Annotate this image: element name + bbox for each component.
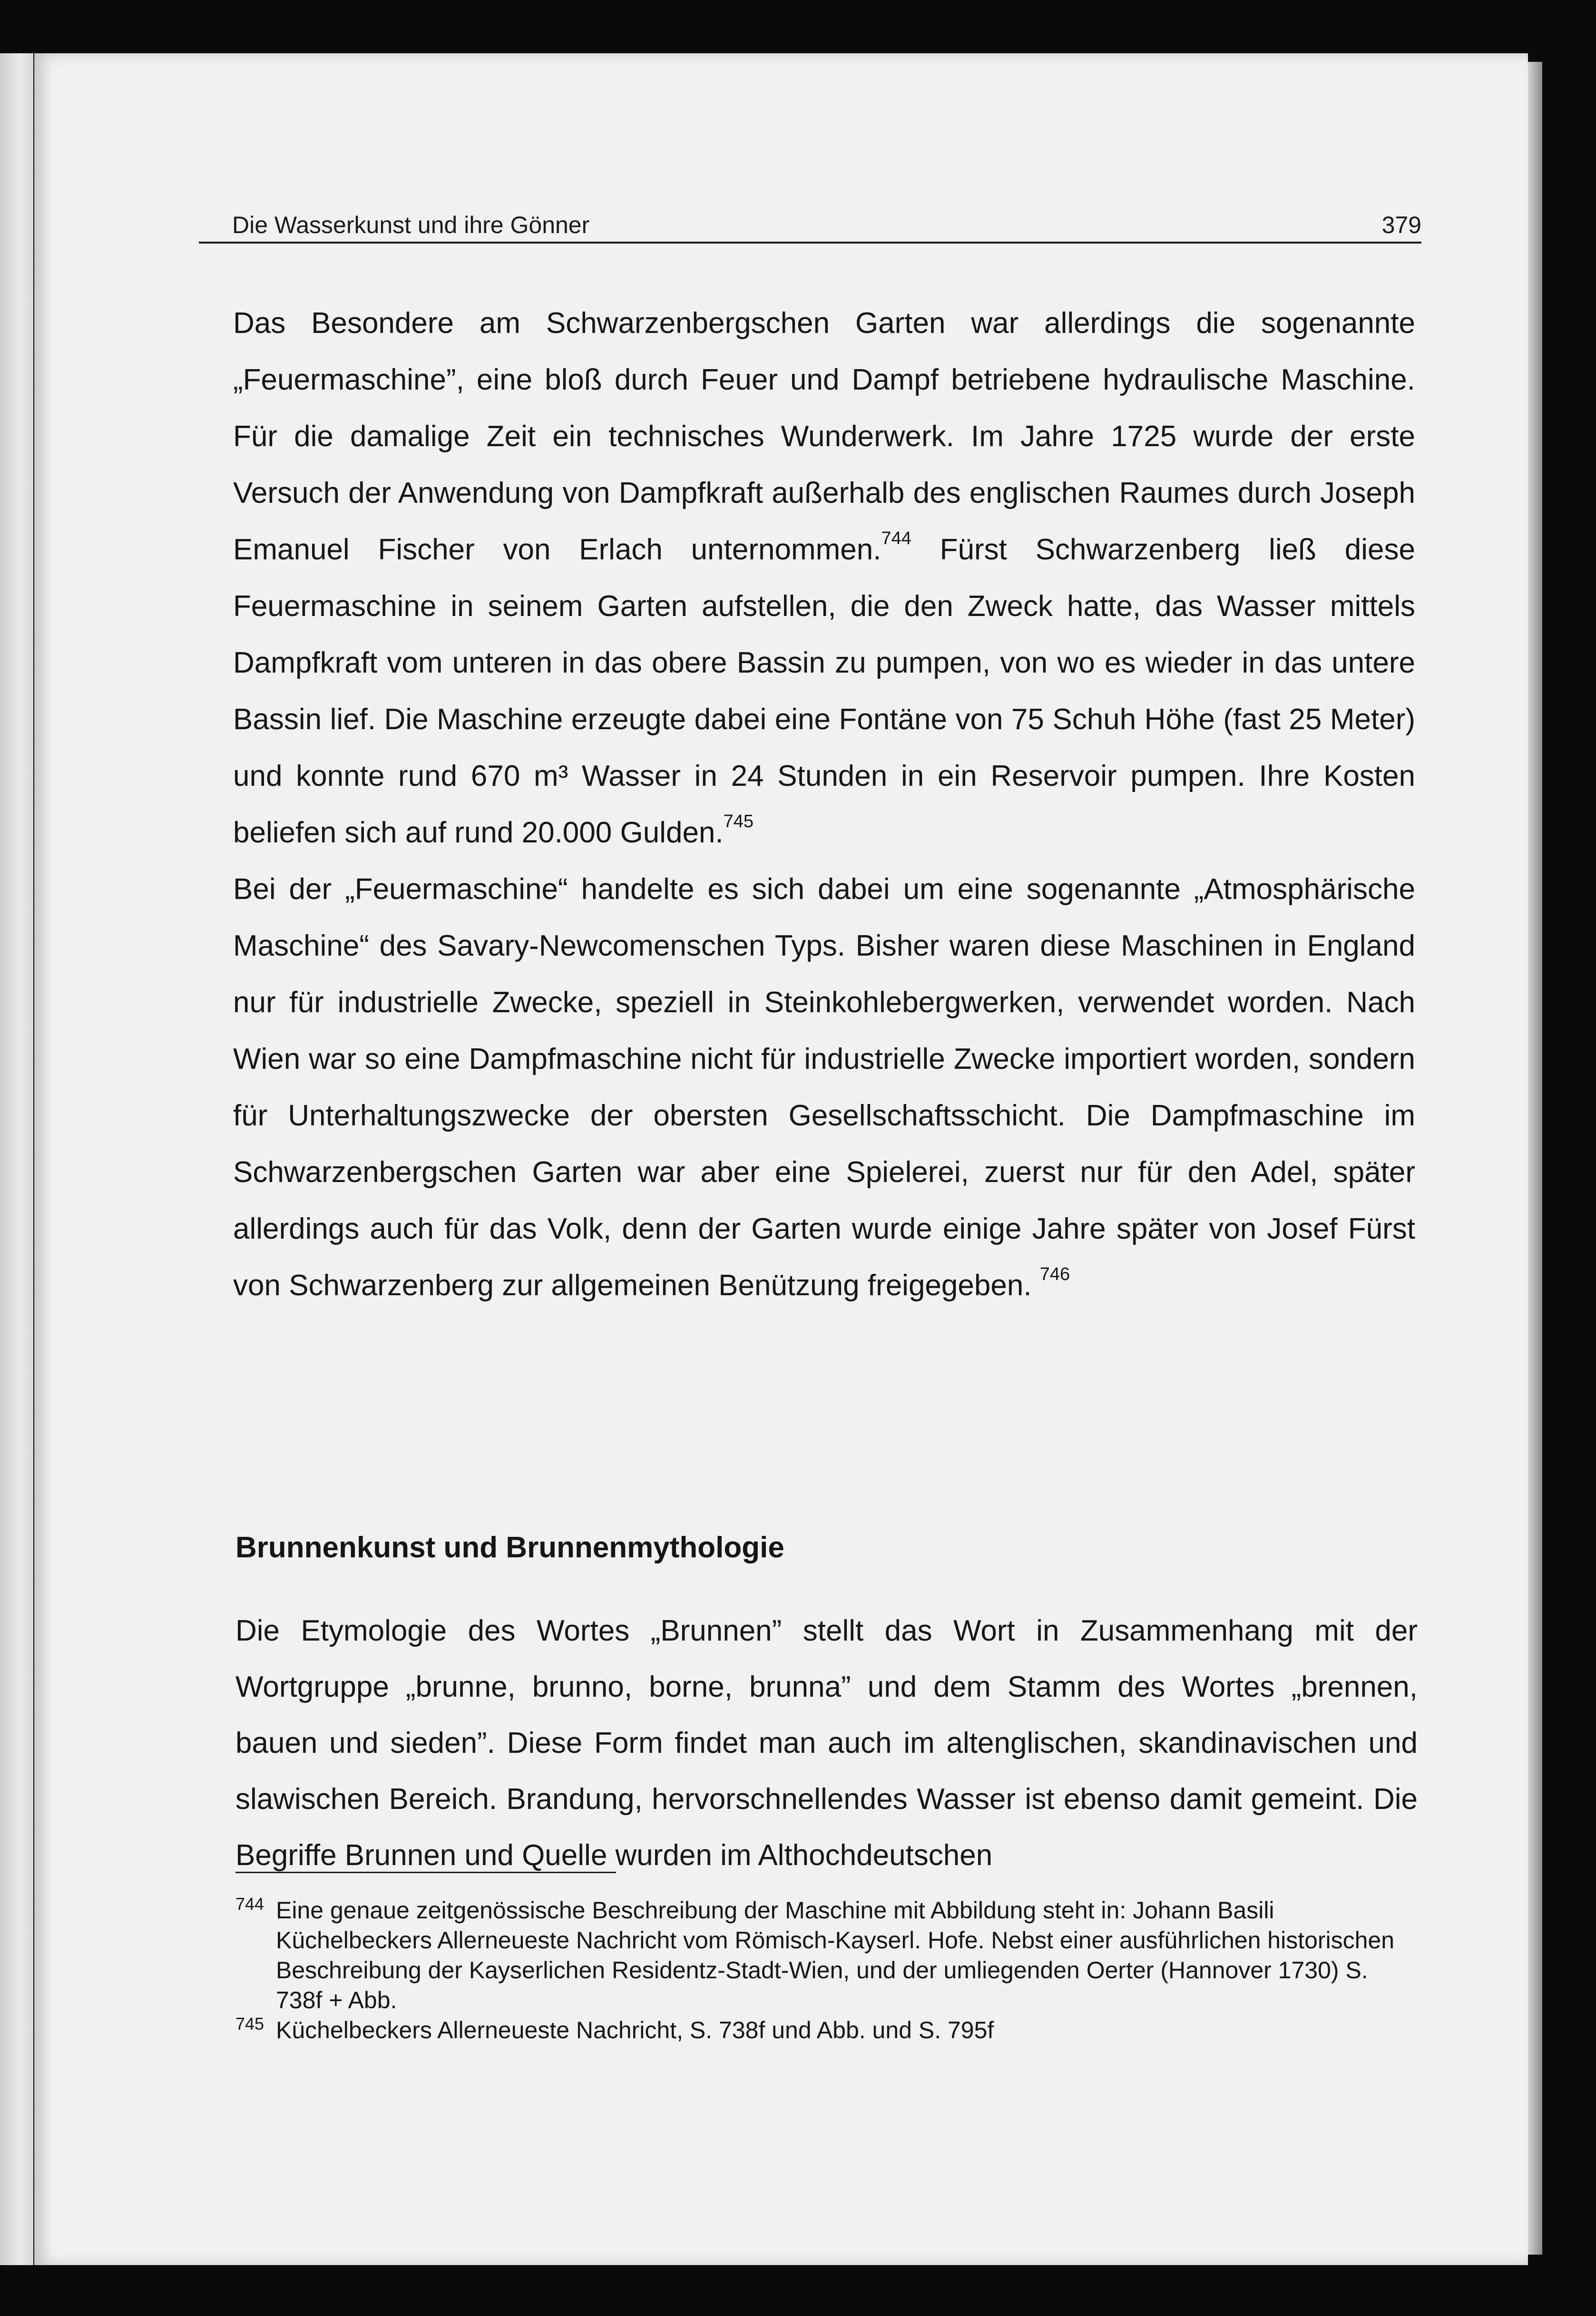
left-page-edge [0,53,33,2265]
paragraph-1-text-a: Das Besondere am Schwarzenbergschen Garten war allerdings die sogenannte „Feuermaschine”, eine bloß durch Feuer und Dampf betriebene hydraulische Maschine. Für die damalige Zeit ein technisches Wunderwerk. Im Jahre 1725 wurde der erste Versuch der Anwendung von Dampfkraft außerhalb des englischen Raumes durch Joseph Emanuel Fischer von Erlach unternommen. [233,307,1415,566]
footnote-number: 744 [235,1894,264,1914]
footnote-text: Küchelbeckers Allerneueste Nachricht, S. 738f und Abb. und S. 795f [276,2017,994,2043]
footnote-text: Eine genaue zeitgenössische Beschreibung der Maschine mit Abbildung steht in: Johann Basili Küchelbeckers Allerneueste Nachricht vom Römisch-Kayserl. Hofe. Nebst einer ausführlichen historischen Beschreibung der Kayserlichen Residentz-Stadt-Wien, und der umliegenden Oerter (Hannover 1730) S. 738f + Abb. [276,1897,1395,2013]
main-text [233,295,1415,1314]
running-head [199,208,1421,244]
paragraph-2-text: Bei der „Feuermaschine“ handelte es sich dabei um eine sogenannte „Atmosphärische Maschine“ des Savary-Newcomenschen Typs. Bisher waren diese Maschinen in England nur für industrielle Zwecke, speziell in Steinkohlebergwerken, verwendet worden. Nach Wien war so eine Dampfmaschine nicht für industrielle Zwecke importiert worden, sondern für Unterhaltungszwecke der obersten Gesellschaftsschicht. Die Dampfmaschine im Schwarzenbergschen Garten war aber eine Spielerei, zuerst nur für den Adel, später allerdings auch für das Volk, denn der Garten wurde einige Jahre später von Josef Fürst von Schwarzenberg zur allgemeinen Benützung freigegeben. [233,873,1415,1302]
footnote-745 [235,2015,1418,2045]
footnote-ref-745: 745 [723,811,754,832]
section-heading: Brunnenkunst und Brunnenmythologie [235,1531,784,1564]
footnote-ref-744: 744 [881,528,911,549]
footnotes [235,1896,1418,2045]
page-right-edge [1528,62,1542,2255]
paragraph-atmospheric-machine [233,861,1415,1314]
footnote-divider [235,1872,616,1873]
paragraph-feuermaschine [233,295,1415,861]
running-head-title: Die Wasserkunst und ihre Gönner [232,212,590,238]
footnote-ref-746: 746 [1039,1264,1070,1285]
page-number: 379 [1381,212,1421,238]
section-text [235,1603,1418,1884]
footnote-744 [235,1896,1418,2015]
paragraph-1-text-b: Fürst Schwarzenberg ließ diese Feuermaschine in seinem Garten aufstellen, die den Zweck hatte, das Wasser mittels Dampfkraft vom unteren in das obere Bassin zu pumpen, von wo es wieder in das untere Bassin lief. Die Maschine erzeugte dabei eine Fontäne von 75 Schuh Höhe (fast 25 Meter) und konnte rund 670 m³ Wasser in 24 Stunden in ein Reservoir pumpen. Ihre Kosten beliefen sich auf rund 20.000 Gulden. [233,533,1415,849]
paragraph-etymology: Die Etymologie des Wortes „Brunnen” stellt das Wort in Zusammenhang mit der Wortgruppe „brunne, brunno, borne, brunna” und dem Stamm des Wortes „brennen, bauen und sieden”. Diese Form findet man auch im altenglischen, skandinavischen und slawischen Bereich. Brandung, hervorschnellendes Wasser ist ebenso damit gemeint. Die Begriffe Brunnen und Quelle wurden im Althochdeutschen [235,1614,1418,1872]
footnote-number: 745 [235,2014,264,2033]
